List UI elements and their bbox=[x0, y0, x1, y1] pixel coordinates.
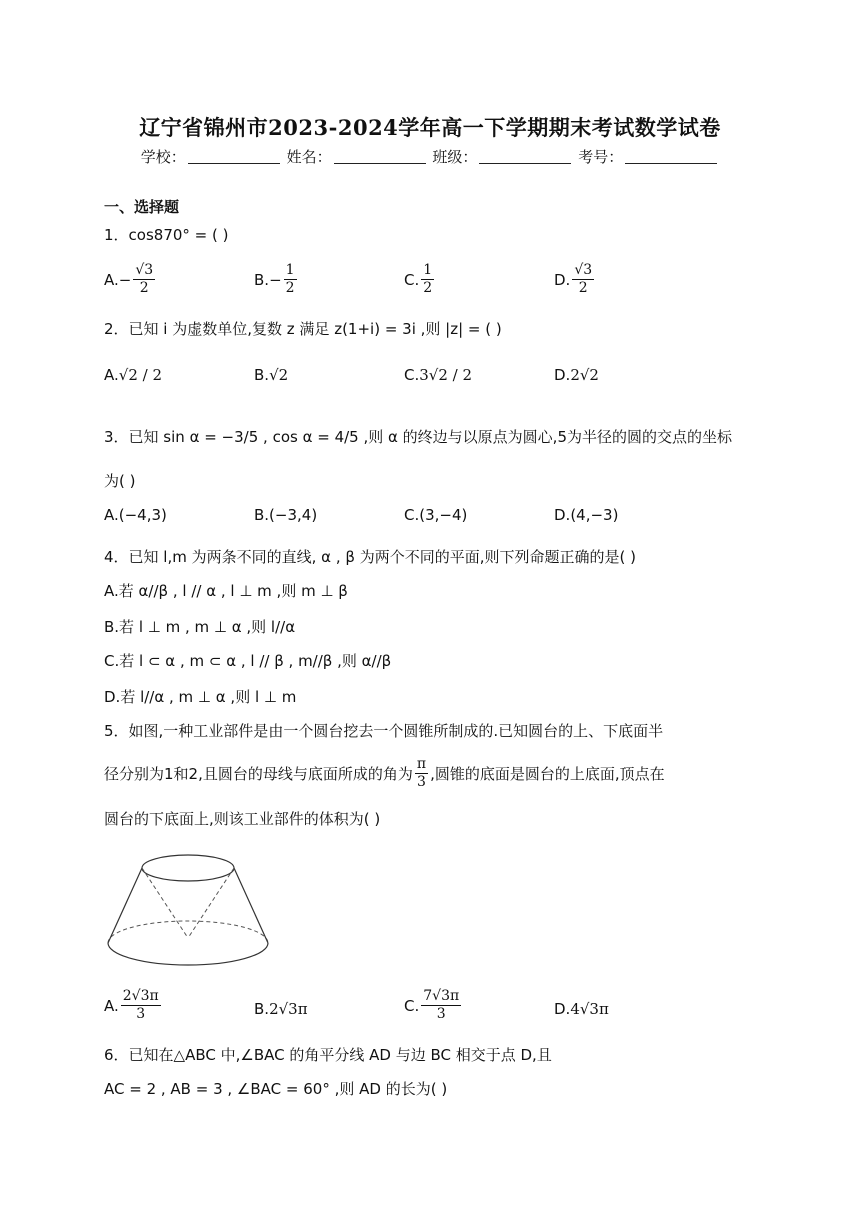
name-label: 姓名： bbox=[286, 148, 332, 166]
option-label: C. bbox=[404, 366, 420, 384]
question-2: 2．已知 i 为虚数单位,复数 z 满足 z(1+i) = 3i ,则 |z| = ( ) bbox=[104, 320, 502, 338]
q5-option-d bbox=[554, 1000, 609, 1018]
q4-option-b: B.若 l ⊥ m , m ⊥ α ,则 l//α bbox=[104, 618, 296, 636]
option-label: A. bbox=[104, 270, 119, 289]
denominator: 3 bbox=[436, 1006, 446, 1022]
numerator: 2√3π bbox=[122, 988, 159, 1004]
q3-option-b: B.(−3,4) bbox=[254, 506, 318, 524]
denominator: 3 bbox=[136, 1006, 146, 1022]
frustum-figure bbox=[100, 848, 280, 978]
school-label: 学校： bbox=[140, 148, 186, 166]
option-label: D. bbox=[554, 1000, 571, 1018]
option-value: 2√3π bbox=[269, 1000, 308, 1018]
option-value: √2 / 2 bbox=[118, 366, 163, 384]
numerator: 1 bbox=[285, 262, 295, 278]
numerator: 1 bbox=[423, 262, 433, 278]
option-value: 4√3π bbox=[570, 1000, 609, 1018]
q2-option-d bbox=[554, 366, 599, 384]
numerator: 7√3π bbox=[423, 988, 460, 1004]
question-5-line-3: 圆台的下底面上,则该工业部件的体积为( ) bbox=[104, 810, 381, 828]
denominator: 2 bbox=[139, 280, 149, 296]
class-label: 班级： bbox=[432, 148, 478, 166]
option-label: C. bbox=[404, 270, 420, 289]
fraction bbox=[415, 756, 428, 791]
option-label: A. bbox=[104, 996, 119, 1015]
q5-option-c bbox=[404, 988, 463, 1023]
q4-option-d: D.若 l//α , m ⊥ α ,则 l ⊥ m bbox=[104, 688, 297, 706]
upper-base-ellipse bbox=[142, 855, 234, 881]
question-3-line-1: 3．已知 sin α = −3/5 , cos α = 4/5 ,则 α 的终边与以原点为圆心,5为半径的圆的交点的坐标 bbox=[104, 428, 732, 446]
fraction bbox=[133, 262, 155, 297]
fraction bbox=[284, 262, 297, 297]
number-blank[interactable] bbox=[625, 149, 717, 164]
option-label: C. bbox=[404, 996, 420, 1015]
student-info-row bbox=[0, 146, 860, 167]
q5-text-part-2: ,圆锥的底面是圆台的上底面,顶点在 bbox=[430, 765, 665, 783]
question-5-line-1: 5．如图,一种工业部件是由一个圆台挖去一个圆锥所制成的.已知圆台的上、下底面半 bbox=[104, 722, 664, 740]
question-3-line-2: 为( ) bbox=[104, 472, 136, 490]
option-label: B. bbox=[254, 366, 270, 384]
option-label: D. bbox=[554, 366, 571, 384]
cone-left-edge bbox=[142, 868, 188, 938]
left-generatrix bbox=[108, 868, 142, 943]
q3-option-a: A.(−4,3) bbox=[104, 506, 167, 524]
page-title: 辽宁省锦州市2023-2024学年高一下学期期末考试数学试卷 bbox=[139, 115, 721, 140]
q2-option-b bbox=[254, 366, 288, 384]
q1-option-c bbox=[404, 262, 436, 297]
fraction bbox=[572, 262, 594, 297]
question-6-line-1: 6．已知在△ABC 中,∠BAC 的角平分线 AD 与边 BC 相交于点 D,且 bbox=[104, 1046, 552, 1064]
q1-option-b: B. − $\frac{1}{2}$ bbox=[254, 262, 295, 296]
q1-option-d bbox=[554, 262, 596, 297]
lower-base-back bbox=[108, 921, 268, 943]
lower-base-front bbox=[108, 943, 268, 965]
option-value: 3√2 / 2 bbox=[419, 366, 473, 384]
school-blank[interactable] bbox=[188, 149, 280, 164]
q5-text-part-1: 径分别为1和2,且圆台的母线与底面所成的角为 bbox=[104, 765, 413, 783]
numerator: π bbox=[416, 756, 427, 772]
q5-option-b bbox=[254, 1000, 308, 1018]
q2-option-c bbox=[404, 366, 472, 384]
question-6-line-2: AC = 2 , AB = 3 , ∠BAC = 60° ,则 AD 的长为( ) bbox=[104, 1080, 448, 1098]
option-label: D. bbox=[554, 270, 571, 289]
denominator: 2 bbox=[423, 280, 433, 296]
numerator: √3 bbox=[135, 262, 154, 278]
fraction bbox=[421, 262, 434, 297]
right-generatrix bbox=[234, 868, 268, 943]
question-1: 1．cos870° = ( ) bbox=[104, 226, 229, 244]
option-label: B. bbox=[254, 270, 270, 289]
q3-option-c: C.(3,−4) bbox=[404, 506, 468, 524]
q3-option-d: D.(4,−3) bbox=[554, 506, 619, 524]
number-label: 考号： bbox=[578, 148, 624, 166]
class-blank[interactable] bbox=[479, 149, 571, 164]
cone-right-edge bbox=[188, 868, 234, 938]
section-heading: 一、选择题 bbox=[104, 198, 180, 216]
option-value: √2 bbox=[269, 366, 289, 384]
denominator: 2 bbox=[578, 280, 588, 296]
numerator: √3 bbox=[574, 262, 593, 278]
denominator: 3 bbox=[417, 774, 426, 790]
q4-option-a: A.若 α//β , l // α , l ⊥ m ,则 m ⊥ β bbox=[104, 582, 348, 600]
q4-option-c: C.若 l ⊂ α , m ⊂ α , l // β , m//β ,则 α//β bbox=[104, 652, 392, 670]
fraction bbox=[121, 988, 161, 1023]
q5-option-a bbox=[104, 988, 163, 1023]
option-label: A. bbox=[104, 366, 119, 384]
fraction bbox=[421, 988, 461, 1023]
name-blank[interactable] bbox=[334, 149, 426, 164]
question-4: 4．已知 l,m 为两条不同的直线, α , β 为两个不同的平面,则下列命题正确的是( ) bbox=[104, 548, 636, 566]
q1-option-a: A. − $\frac{√3}{2}$ bbox=[104, 262, 154, 296]
question-5-line-2 bbox=[104, 756, 665, 791]
q2-option-a bbox=[104, 366, 162, 384]
denominator: 2 bbox=[285, 280, 295, 296]
option-label: B. bbox=[254, 1000, 270, 1018]
option-value: 2√2 bbox=[570, 366, 599, 384]
